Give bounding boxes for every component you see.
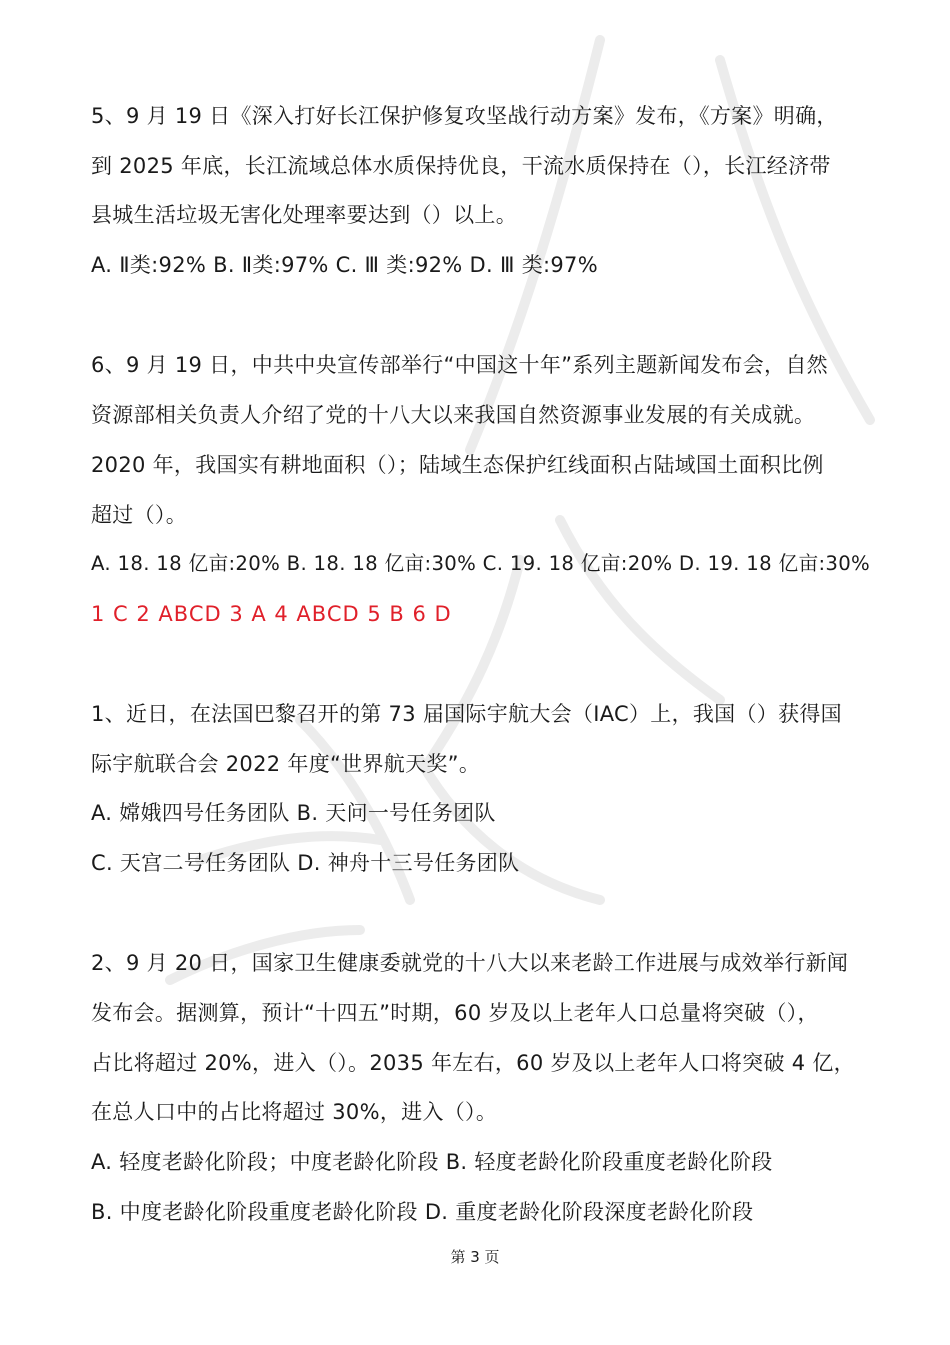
answer-key: 1 C 2 ABCD 3 A 4 ABCD 5 B 6 D xyxy=(91,602,452,626)
q6-line-1: 6、9 月 19 日，中共中央宣传部举行“中国这十年”系列主题新闻发布会，自然 xyxy=(91,353,828,377)
q5-line-3: 县城生活垃圾无害化处理率要达到（）以上。 xyxy=(91,203,517,227)
q2-options-1: A. 轻度老龄化阶段；中度老龄化阶段 B. 轻度老龄化阶段重度老龄化阶段 xyxy=(91,1150,773,1174)
q6-line-4: 超过（）。 xyxy=(91,503,187,527)
q1-options-1: A. 嫦娥四号任务团队 B. 天问一号任务团队 xyxy=(91,801,496,825)
q1-line-2: 际宇航联合会 2022 年度“世界航天奖”。 xyxy=(91,752,481,776)
q6-options: A. 18. 18 亿亩:20% B. 18. 18 亿亩:30% C. 19. 18 亿亩:20% D. 19. 18 亿亩:30% xyxy=(91,552,871,575)
q2-line-1: 2、9 月 20 日，国家卫生健康委就党的十八大以来老龄工作进展与成效举行新闻 xyxy=(91,951,849,975)
q2-line-3: 占比将超过 20%，进入（）。2035 年左右，60 岁及以上老年人口将突破 4 亿， xyxy=(91,1051,855,1075)
q1-options-2: C. 天宫二号任务团队 D. 神舟十三号任务团队 xyxy=(91,851,520,875)
q2-options-2: B. 中度老龄化阶段重度老龄化阶段 D. 重度老龄化阶段深度老龄化阶段 xyxy=(91,1200,754,1224)
q2-line-4: 在总人口中的占比将超过 30%，进入（）。 xyxy=(91,1100,498,1124)
q5-line-2: 到 2025 年底，长江流域总体水质保持优良，干流水质保持在（），长江经济带 xyxy=(91,154,831,178)
q6-line-2: 资源部相关负责人介绍了党的十八大以来我国自然资源事业发展的有关成就。 xyxy=(91,403,816,427)
q5-options: A. Ⅱ类:92% B. Ⅱ类:97% C. Ⅲ 类:92% D. Ⅲ 类:97% xyxy=(91,253,598,277)
q6-line-3: 2020 年，我国实有耕地面积（）；陆域生态保护红线面积占陆域国土面积比例 xyxy=(91,453,824,477)
q5-line-1: 5、9 月 19 日《深入打好长江保护修复攻坚战行动方案》发布，《方案》明确， xyxy=(91,104,838,128)
page-number: 第 3 页 xyxy=(450,1248,500,1266)
q1-line-1: 1、近日，在法国巴黎召开的第 73 届国际宇航大会（IAC）上，我国（）获得国 xyxy=(91,702,842,726)
q2-line-2: 发布会。据测算，预计“十四五”时期，60 岁及以上老年人口总量将突破（）， xyxy=(91,1001,819,1025)
